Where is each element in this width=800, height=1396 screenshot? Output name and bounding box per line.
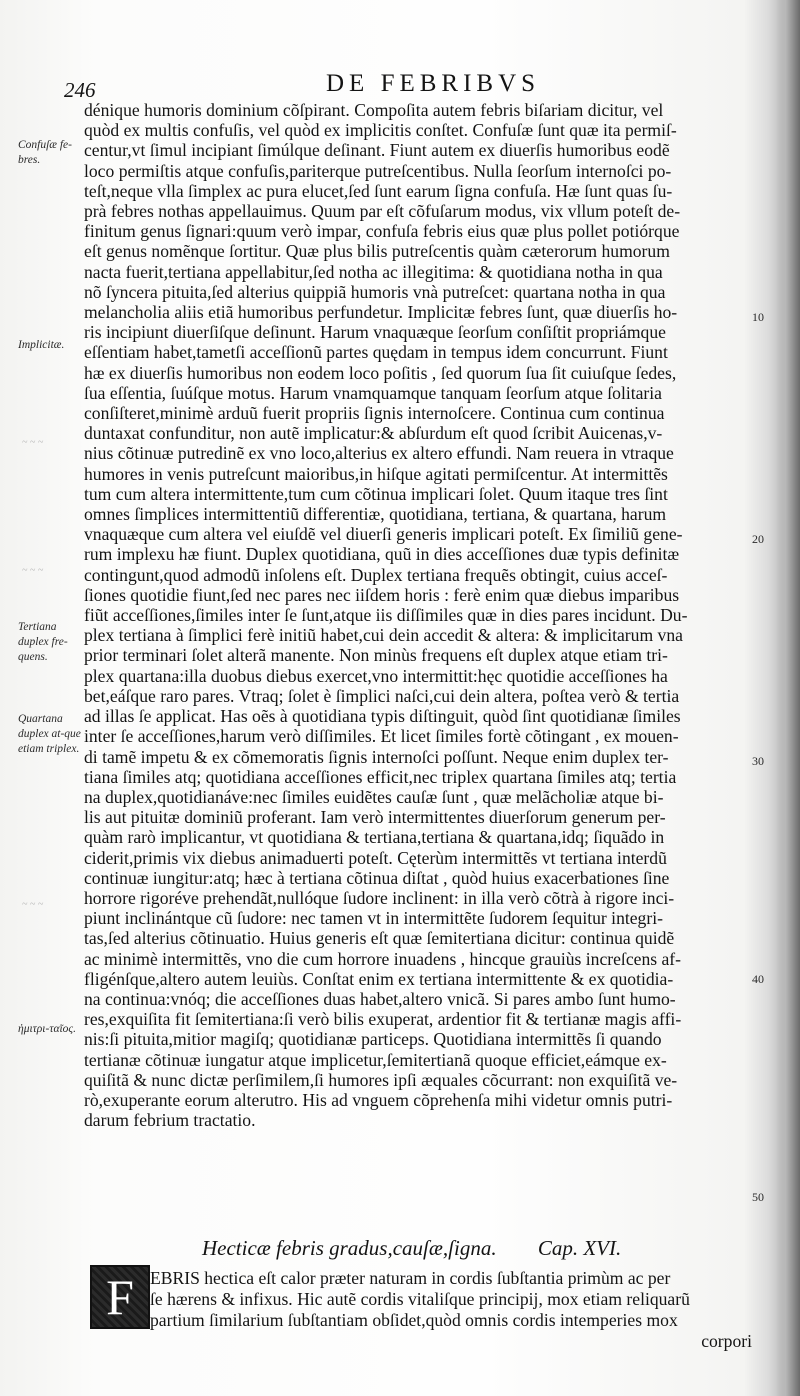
text-line: ſe hærens & infixus. Hic autẽ cordis vitaliſque principij, mox etiam reliquarũ: [150, 1289, 690, 1309]
text-line: prà febres nothas appellauimus. Quum par eſt cõfuſarum modus, vix vllum poteſt de-: [84, 201, 681, 222]
line-number-50: 50: [752, 1190, 764, 1204]
line-number-30: 30: [752, 754, 764, 768]
margin-note-tertiana-duplex: Tertiana duplex fre-quens.: [18, 621, 68, 663]
text-line: fligénſque,altero autem leuiùs. Conſtat enim ex tertiana intermittente & ex quotidia-: [84, 968, 674, 989]
page-number: 246: [64, 78, 96, 102]
margin-note-quartana-duplex: Quartana duplex at-que etiam triplex.: [18, 713, 81, 755]
text-line: ſiones quotidie fiunt,ſed nec pares nec iiſdem horis : ferè enim quæ diebus imparibus: [84, 584, 680, 605]
text-line: eſt genus nomẽnque ſortitur. Quæ plus bilis putreſcentis quàm cæterorum humorum: [84, 241, 670, 262]
text-line: vnaquæque cum altera vel eiuſdẽ vel diuerſi generis implicari poteſt. Ex ſimiliũ gene-: [84, 524, 683, 545]
text-line: EBRIS hectica eſt calor præter naturam in cordis ſubſtantia primùm ac per: [150, 1268, 671, 1288]
text-line: di tamẽ impetu & ex cõmemoratis ſignis internoſci poſſunt. Neque enim duplex ter-: [84, 746, 669, 767]
text-line: prior terminari ſolet alterã manente. Non minùs frequens eſt duplex atque etiam tri-: [84, 645, 668, 666]
text-line: na continua:vnóq; die acceſſiones duas habet,altero vnicã. Si pares ambo ſunt humo-: [84, 988, 676, 1009]
text-line: ris incipiunt diuerſiſque deſinunt. Harum vnaquæque ſeorſum conſiſtit propriámque: [84, 322, 666, 343]
text-line: plex tertiana à ſimplici ferè initiũ habet,cui dein accedit & altera: & implicitarum vna: [84, 625, 683, 646]
text-line: partium ſimilarium ſubſtantiam obſidet,quòd omnis cordis intemperies mox: [150, 1310, 678, 1330]
text-line: tum cum altera intermittente,tum cum cõtinua implicari ſolet. Quum itaque tres ſint: [84, 483, 668, 504]
text-line: loco permiſtis atque confuſis,pariterque putreſcentibus. Nulla ſeorſum internoſci po-: [84, 160, 672, 181]
text-line: bet,eáſque raro pares. Vtraq; ſolet è ſimplici naſci,cui dein altera, poſtea verò & tertia: [84, 685, 680, 706]
text-line: rò,exuperante eorum alterutro. His ad vnguem cõprehenſa mihi videtur omnis putri-: [84, 1089, 673, 1110]
text-line: quòd ex multis confuſis, vel quòd ex implicitis conſtet. Confuſæ ſunt quæ ita permiſ-: [84, 120, 677, 141]
line-number-10: 10: [752, 310, 764, 324]
text-line: res,exquiſita fit ſemitertiana:ſi verò bilis exuperat, ardentior fit & tertianæ magis affi-: [84, 1009, 682, 1030]
text-line: ſua eſſentia, ſuúſque motus. Harum vnamquamque tanquam ſeorſum atque ſolitaria: [84, 382, 662, 403]
text-line: horrore rigoréve prehendãt,nullóque ſudore inclinent: in illa verò cõtrà à rigore inci-: [84, 887, 675, 908]
text-line: plex quartana:illa duobus diebus exercet,vno intermittit:hęc quotidie acceſſiones ha: [84, 665, 668, 686]
line-number-40: 40: [752, 972, 764, 986]
text-line: hæ ex diuerſis humoribus non eodem loco poſitis , ſed quorum ſua ſit cuiuſque ſedes,: [84, 362, 677, 383]
text-line: rum implexu hæ fiunt. Duplex quotidiana, quũ in dies acceſſiones duæ typis definitæ: [84, 544, 680, 565]
text-line: darum febrium tractatio.: [84, 1110, 256, 1131]
chapter-text: [84, 1268, 752, 1352]
text-line: ac minimè intermittẽs, vno die cum horrore inuadens , hincque grauiùs increſcens af-: [84, 948, 682, 969]
text-line: ciderit,primis vix diebus animaduerti poteſt. Cęterùm intermittẽs vt tertiana interdũ: [84, 847, 667, 868]
text-line: conſiſteret,minimè arduũ fuerit propriis ſignis internoſcere. Continua cum continua: [84, 403, 665, 424]
text-line: contingunt,quod admodũ inſolens eſt. Duplex tertiana frequẽs obtingit, cuius acceſ-: [84, 564, 668, 585]
text-line: dénique humoris dominium cõſpirant. Compoſita autem febris biſariam dicitur, vel: [84, 100, 664, 120]
margin-note-implicitae: Implicitæ.: [18, 339, 65, 351]
text-line: duntaxat confunditur, non autẽ implicatur:& abſurdum eſt quod ſcribit Auicenas,v-: [84, 423, 663, 444]
text-line: nacta fuerit,tertiana appellabitur,ſed notha ac illegitima: & quotidiana notha in qua: [84, 261, 663, 282]
text-line: nõ ſyncera pituita,ſed alterius quippiã humoris vnà putreſcet: quartana notha in qua: [84, 281, 666, 302]
text-line: tas,ſed alterius cõtinuatio. Huius generis eſt quæ ſemitertiana dicitur: continua quidẽ: [84, 928, 675, 949]
text-line: eſſentiam habet,tametſi acceſſionũ partes quędam in tempus idem concurrunt. Fiunt: [84, 342, 668, 363]
bleed-through-mark: ~ ~ ~: [22, 899, 44, 910]
text-line: quàm rarò implicantur, vt quotidiana & tertiana,tertiana & quartana,idq; ſiquãdo in: [84, 827, 665, 848]
text-line: centur,vt ſimul incipiant ſimúlque deſinant. Fiunt autem ex diuerſis humoribus eodẽ: [84, 140, 670, 161]
text-line: tiana ſimiles atq; quotidiana acceſſiones efficit,nec triplex quartana ſimiles atq; tertia: [84, 766, 677, 787]
drop-cap-initial: F: [90, 1265, 150, 1329]
chapter-number: Cap. XVI.: [537, 1236, 622, 1260]
text-line: piunt inclinántque cũ ſudore: nec tamen vt in intermittẽte ſudorem ſequitur integri-: [84, 908, 663, 929]
text-line: fiũt acceſſiones,ſimiles inter ſe ſunt,atque iis diſſimiles quæ in dies pares incidunt. Du-: [84, 605, 688, 626]
text-line: melancholia aliis etiã humoribus perfundetur. Implicitæ febres ſunt, quæ diuerſis ho-: [84, 302, 678, 323]
running-head: DE FEBRIBVS: [326, 70, 541, 97]
line-number-20: 20: [752, 532, 764, 546]
text-line: nius cõtinuæ putredinẽ ex vno loco,alterius ex altero effundi. Nam reuera in vtraque: [84, 443, 674, 464]
text-line: quiſitã & nunc dictæ perſimilem,ſi humores ipſi æquales cõcurrant: non exquiſitã ve-: [84, 1069, 678, 1090]
text-line: tertianæ cõtinuæ iungatur atque implicetur,ſemitertianã quoque efficiet,eámque ex-: [84, 1049, 667, 1070]
bleed-through-mark: ~ ~ ~: [22, 565, 44, 576]
chapter-title: Hecticæ febris gradus,cauſæ,ſigna.: [202, 1236, 497, 1260]
text-line: inter ſe acceſſiones,harum verò diſſimiles. Et licet ſimiles fortè cõtingant , ex mouen-: [84, 726, 679, 747]
text-line: continuæ iungitur:atq; hæc à tertiana cõtinua diſtat , quòd huius exacerbationes ſine: [84, 867, 670, 888]
text-line: na duplex,quotidianáve:nec ſimiles euidẽtes cauſæ ſunt , quæ melãcholiæ atque bi-: [84, 786, 664, 807]
body-text: [84, 100, 744, 1130]
text-line: ad illas ſe applicat. Has oẽs à quotidiana typis diſtinguit, quòd ſint quotidianæ ſimiles: [84, 706, 681, 727]
margin-note-hemitritaios: ἡμιτρι-ταῖος.: [18, 1023, 76, 1035]
text-line: omnes ſimplices intermittentiũ differentiæ, quotidiana, tertiana, & quartana, harum: [84, 504, 667, 525]
text-line: nis:ſi pituita,mitior magiſq; quotidianæ particeps. Quotidiana intermittẽs ſi quando: [84, 1029, 662, 1050]
text-line: humores in venis putreſcunt maioribus,in hiſque agitati permiſcentur. At intermittẽs: [84, 463, 668, 484]
text-line: finitum genus ſignari:quum verò impar, confuſa febris eius quæ plus pollet potiórque: [84, 221, 680, 242]
bleed-through-mark: ~ ~ ~: [22, 437, 44, 448]
page-edge-shadow: [776, 0, 800, 1396]
text-line: teſt,neque vlla ſimplex ac pura elucet,ſed ſunt earum ſigna confuſa. Hæ ſunt quas ſu-: [84, 180, 673, 201]
text-line: lis aut pituitæ dominiũ proferant. Iam verò intermittentes diuerſorum generum per-: [84, 807, 666, 828]
margin-note-confusae: Confuſæ fe-bres.: [18, 139, 72, 166]
chapter-heading: [202, 1236, 762, 1261]
catchword: corpori: [701, 1331, 752, 1351]
